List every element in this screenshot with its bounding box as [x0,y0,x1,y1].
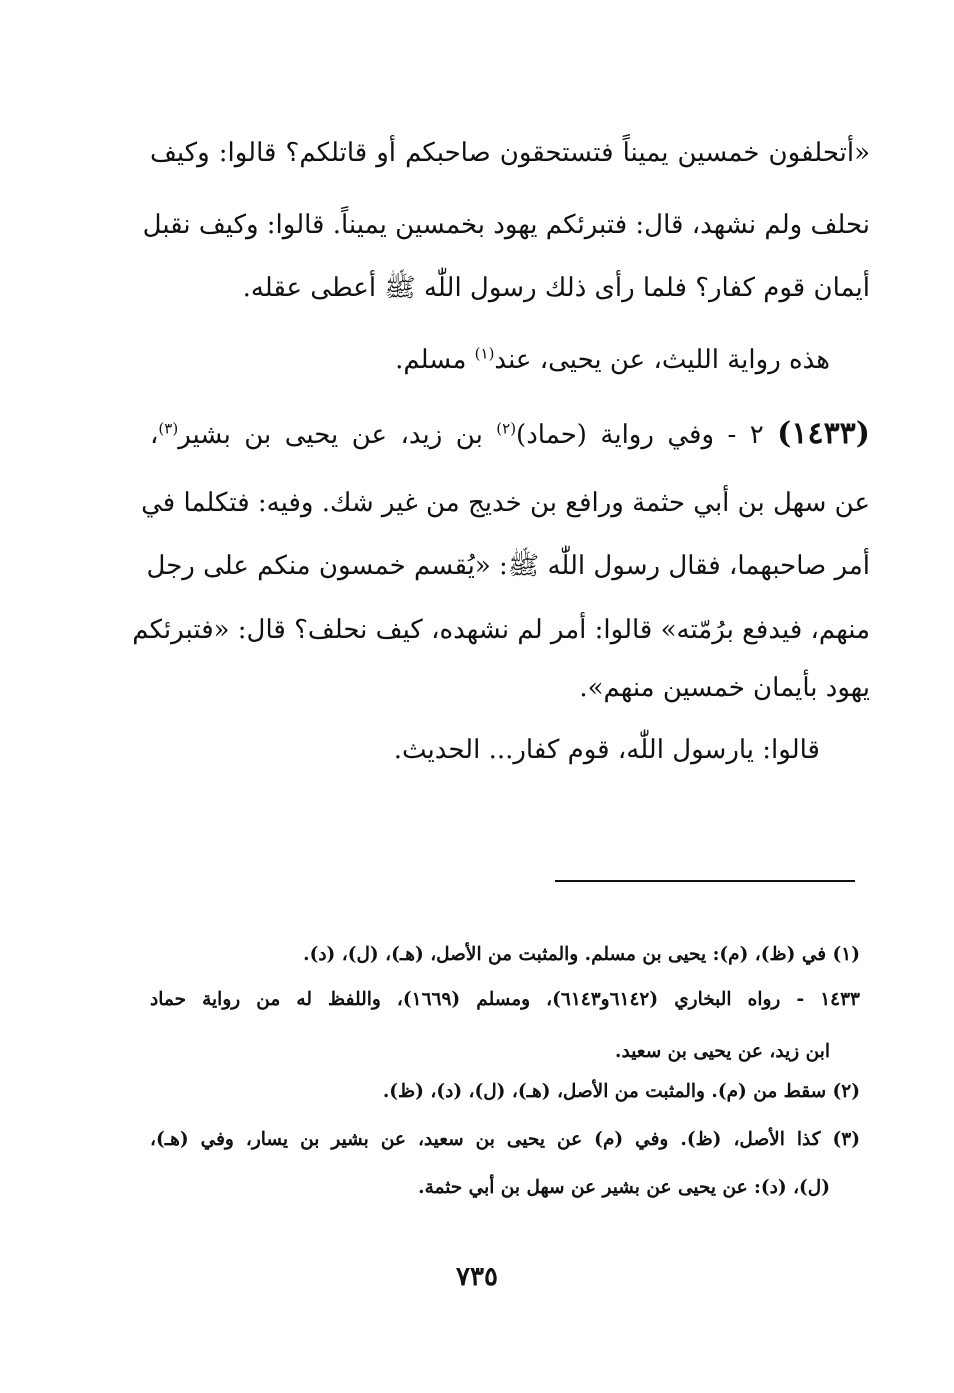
text-span: ٢ - وفي رواية (حماد) [516,420,778,450]
footnote: (٢) سقط من (م). والمثبت من الأصل، (هـ)، (ل)، (د)، (ظ). [382,1081,860,1102]
text-span: ، [150,420,159,450]
text-line: أيمان قوم كفار؟ فلما رأى ذلك رسول اللّٰه ﷺ أعطى عقله. [242,273,870,303]
footnote: (٣) كذا الأصل، (ظ). وفي (م) عن يحيى بن سعيد، عن بشير بن يسار، وفي (هـ)، [150,1129,860,1150]
page-number: ٧٣٥ [456,1262,498,1292]
text-line: قالوا: يارسول اللّٰه، قوم كفار... الحديث. [393,735,820,765]
footnote-ref[interactable]: (١) [474,344,495,363]
text-line: أمر صاحبهما، فقال رسول اللّٰه ﷺ: «يُقسم خمسون منكم على رجل [146,551,870,581]
footnote-ref[interactable]: (٢) [496,419,517,438]
text-line: نحلف ولم نشهد، قال: فتبرئكم يهود بخمسين يميناً. قالوا: وكيف نقبل [142,210,870,240]
hadith-number: (١٤٣٣) [777,416,870,451]
text-line: يهود بأيمان خمسين منهم». [579,673,870,703]
text-span: بن زيد، عن يحيى بن بشير [178,420,497,450]
footnote-separator [555,880,855,882]
text-span: مسلم. [395,345,475,375]
text-span: هذه رواية الليث، عن يحيى، عند [494,345,830,375]
text-line: عن سهل بن أبي حثمة ورافع بن خديج من غير شك. وفيه: فتكلما في [141,488,870,518]
footnote: (١) في (ظ)، (م): يحيى بن مسلم. والمثبت من الأصل، (هـ)، (ل)، (د). [303,944,860,965]
footnote: ١٤٣٣ - رواه البخاري (٦١٤٢و٦١٤٣)، ومسلم (١٦٦٩)، واللفظ له من رواية حماد [150,989,860,1010]
text-line: «أتحلفون خمسين يميناً فتستحقون صاحبكم أو قاتلكم؟ قالوا: وكيف [150,138,870,168]
footnote: (ل)، (د): عن يحيى عن بشير عن سهل بن أبي حثمة. [418,1177,830,1198]
text-line [150,340,830,380]
hadith-heading-line [150,414,870,455]
footnote-ref[interactable]: (٣) [158,419,179,438]
text-line: منهم، فيدفع برُمّته» قالوا: أمر لم نشهده، كيف نحلف؟ قال: «فتبرئكم [132,615,870,645]
footnote: ابن زيد، عن يحيى بن سعيد. [615,1041,830,1062]
